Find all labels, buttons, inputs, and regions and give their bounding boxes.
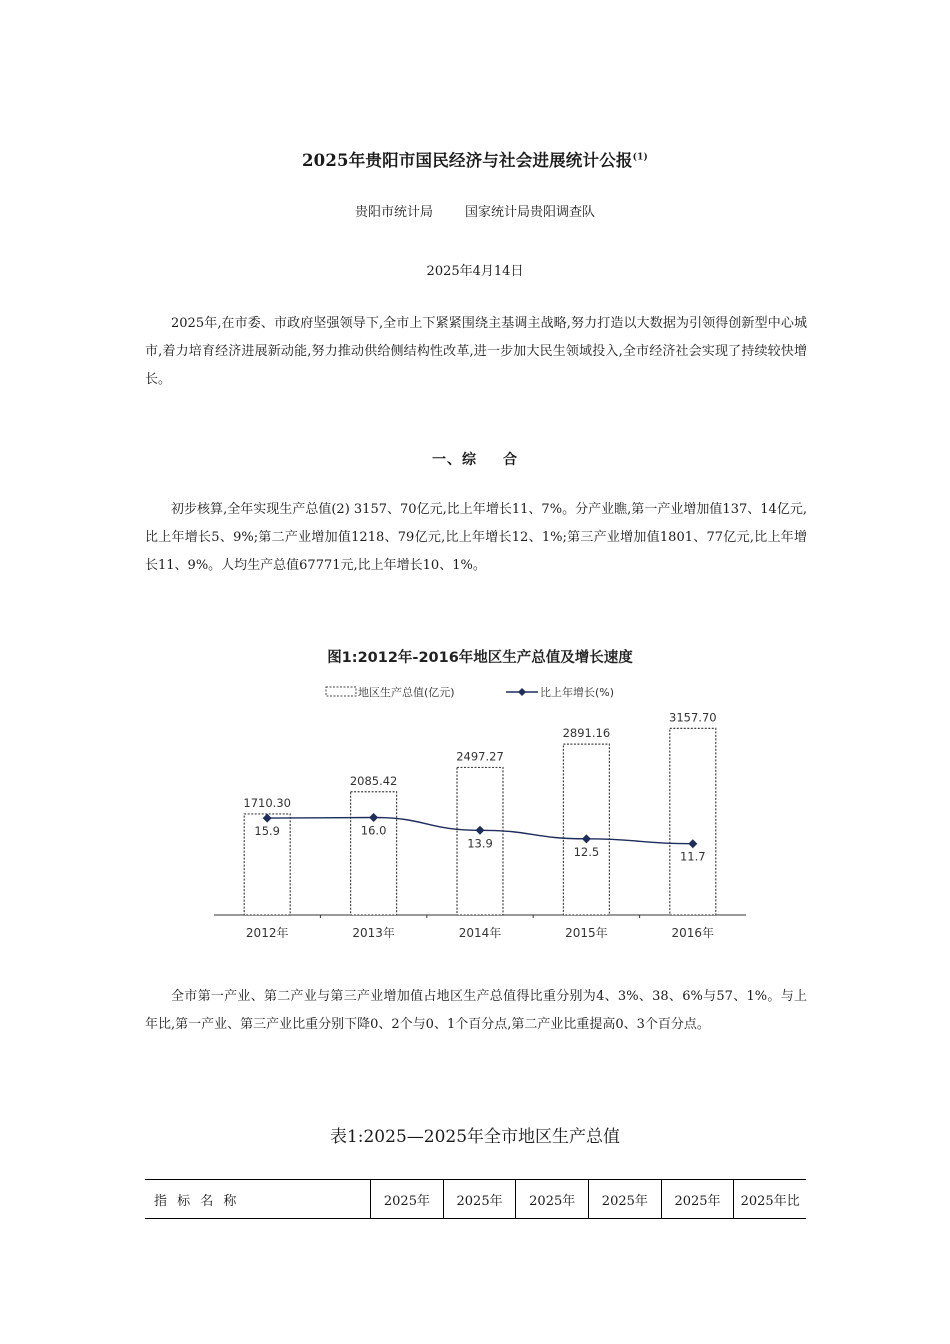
bar-gdp-2013年: [351, 792, 397, 915]
chart-legend: [326, 685, 614, 699]
x-tick-label: 2015年: [565, 926, 608, 940]
x-tick-label: 2013年: [352, 926, 395, 940]
x-tick-label: 2012年: [245, 926, 289, 940]
table-header-year: 2025年: [661, 1180, 734, 1219]
section-heading-overview: 一、综 合: [432, 452, 518, 468]
growth-data-label: 13.9: [467, 836, 493, 851]
legend-line-label: 比上年增长(%): [540, 686, 615, 699]
bar-data-label: 2497.27: [456, 749, 504, 764]
report-title: 2025年贵阳市国民经济与社会进展统计公报$^{(1)}$: [301, 151, 648, 170]
bar-data-label: 1710.30: [243, 795, 291, 810]
structure-paragraph: 全市第一产业、第二产业与第三产业增加值占地区生产总值得比重分别为4、3%、38、6%与57、1%。与上年比,第一产业、第三产业比重分别下降0、2个与0、1个百分点,第二产业比重提高0、3个百分点。: [145, 989, 807, 1032]
gdp-chart: [200, 640, 760, 950]
intro-paragraph: 2025年,在市委、市政府坚强领导下,全市上下紧紧围绕主基调主战略,努力打造以大数据为引领得创新型中心城市,着力培育经济进展新动能,努力推动供给侧结构性改革,进一步加大民生领域投入,全市经济社会实现了持续较快增长。: [145, 316, 807, 387]
chart-title: 图1:2012年-2016年地区生产总值及增长速度: [327, 650, 633, 666]
table-header-year: 2025年: [443, 1180, 516, 1219]
bar-gdp-2015年: [563, 744, 609, 915]
bar-data-label: 2891.16: [562, 726, 611, 741]
table-header-year: 2025年: [371, 1180, 444, 1219]
legend-bar-swatch: [326, 687, 356, 696]
report-authors: [0, 201, 950, 220]
author-survey-team: 国家统计局贵阳调查队: [465, 205, 596, 220]
legend-bar-label: 地区生产总值(亿元): [358, 686, 455, 699]
table-header-year: 2025年: [589, 1180, 662, 1219]
table-header-row: [145, 1180, 806, 1219]
x-tick-label: 2014年: [458, 926, 502, 940]
growth-data-label: 12.5: [573, 844, 600, 859]
bar-gdp-2016年: [670, 728, 716, 915]
growth-data-label: 16.0: [360, 823, 387, 838]
table-header-year: 2025年比: [734, 1180, 806, 1219]
growth-data-label: 15.9: [254, 824, 281, 839]
author-bureau: 贵阳市统计局: [354, 205, 433, 220]
report-date: 2025年4月14日: [426, 264, 524, 279]
legend-line-marker: [518, 688, 526, 696]
gdp-table: [145, 1179, 806, 1219]
chart-canvas: [200, 640, 760, 950]
table-header-indicator: 指 标 名 称: [145, 1180, 371, 1219]
x-tick-label: 2016年: [671, 926, 715, 940]
gdp-paragraph: 初步核算,全年实现生产总值(2) 3157、70亿元,比上年增长11、7%。分产业瞧,第一产业增加值137、14亿元,比上年增长5、9%;第二产业增加值1218、79亿元,比上年增长12、1%;第三产业增加值1801、77亿元,比上年增长11、9%。人均生产总值67771元,比上年增长10、1%。: [145, 502, 807, 573]
title-footnote-mark: (1): [632, 152, 648, 163]
growth-data-label: 11.7: [679, 849, 706, 864]
bar-data-label: 2085.42: [349, 773, 398, 788]
table-title: 表1:2025—2025年全市地区生产总值: [329, 1127, 621, 1147]
chart-plot: [214, 710, 746, 940]
table-header-year: 2025年: [516, 1180, 589, 1219]
bar-data-label: 3157.70: [669, 710, 717, 725]
